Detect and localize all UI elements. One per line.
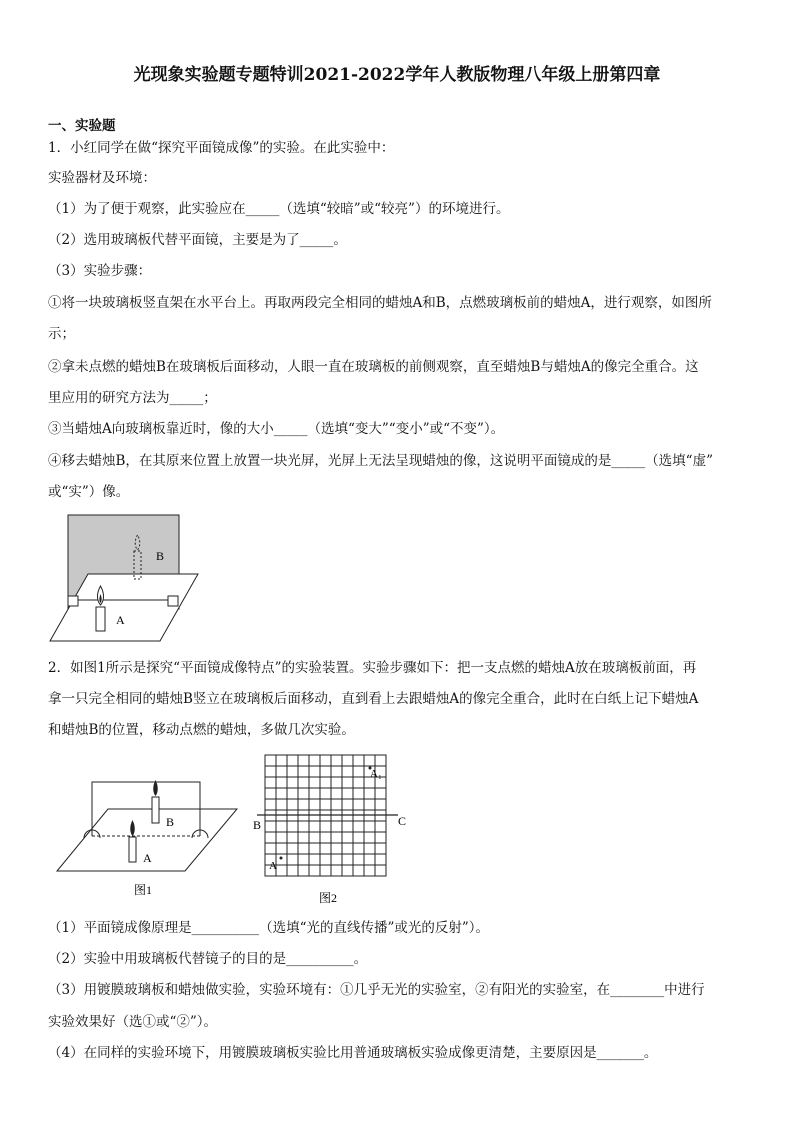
q1-sub1: （1）为了便于观察，此实验应在_____（选填“较暗”或“较亮”）的环境进行。 [48, 201, 510, 217]
q1-step1-line1: ①将一块玻璃板竖直架在水平台上。再取两段完全相同的蜡烛A和B，点燃玻璃板前的蜡烛A，进行观察，如图所 [48, 295, 712, 311]
candle-a [96, 607, 105, 631]
q2-figure-1 [52, 770, 242, 900]
fig1-caption: 图1 [134, 883, 153, 897]
q1-step4-line2: 或“实”）像。 [48, 484, 130, 500]
q2-sub2: （2）实验中用玻璃板代替镜子的目的是__________。 [48, 951, 368, 967]
q2-sub1: （1）平面镜成像原理是__________（选填“光的直线传播”或光的反射”）。 [48, 920, 490, 936]
q2-sub3-line1: （3）用镀膜玻璃板和蜡烛做实验，实验环境有：①几乎无光的实验室，②有阳光的实验室，在________中进行 [48, 982, 705, 998]
flame-a-icon [130, 820, 135, 836]
fig-label-b: B [156, 549, 165, 563]
candle-b [152, 797, 159, 823]
support-block-left [68, 596, 78, 606]
q1-figure [48, 510, 208, 646]
section-heading: 一、实验题 [48, 118, 116, 134]
fig1-label-b: B [166, 815, 175, 829]
fig-label-a: A [116, 613, 125, 627]
q2-intro-line1: 2．如图1所示是探究“平面镜成像特点”的实验装置。实验步骤如下：把一支点燃的蜡烛A放在玻璃板前面，再 [48, 660, 697, 676]
q1-step4-line1: ④移去蜡烛B，在其原来位置上放置一块光屏，光屏上无法呈现蜡烛的像，这说明平面镜成的是_____（选填“虚” [48, 453, 713, 469]
q1-step3: ③当蜡烛A向玻璃板靠近时，像的大小_____（选填“变大”“变小”或“不变”）。 [48, 421, 505, 437]
fig2-caption: 图2 [319, 891, 338, 905]
q1-intro: 1．小红同学在做“探究平面镜成像”的实验。在此实验中： [48, 140, 395, 156]
q1-materials: 实验器材及环境： [48, 170, 156, 186]
page-title: 光现象实验题专题特训2021-2022学年人教版物理八年级上册第四章 [133, 65, 661, 85]
point-a [280, 857, 283, 860]
q2-sub3-line2: 实验效果好（选①或“②”）。 [48, 1014, 218, 1030]
q2-figure-2 [248, 752, 413, 907]
candle-a [129, 837, 136, 862]
q1-sub3: （3）实验步骤： [48, 263, 152, 279]
fig2-label-b: B [253, 818, 262, 832]
q1-sub2: （2）选用玻璃板代替平面镜，主要是为了_____。 [48, 232, 347, 248]
q1-step2-line1: ②拿未点燃的蜡烛B在玻璃板后面移动，人眼一直在玻璃板的前侧观察，直至蜡烛B与蜡烛A的像完全重合。这 [48, 359, 699, 375]
q1-step2-line2: 里应用的研究方法为_____； [48, 390, 217, 406]
q2-intro-line2: 拿一只完全相同的蜡烛B竖立在玻璃板后面移动，直到看上去跟蜡烛A的像完全重合，此时在白纸上记下蜡烛A [48, 691, 699, 707]
fig1-label-a: A [143, 851, 152, 865]
fig2-label-a1: A₁ [370, 768, 382, 780]
fig2-label-a: A [269, 860, 277, 872]
q2-intro-line3: 和蜡烛B的位置，移动点燃的蜡烛，多做几次实验。 [48, 722, 355, 738]
q1-step1-line2: 示； [48, 326, 75, 342]
q2-sub4: （4）在同样的实验环境下，用镀膜玻璃板实验比用普通玻璃板实验成像更清楚，主要原因是_______。 [48, 1045, 658, 1061]
support-block-right [168, 596, 178, 606]
fig2-label-c: C [398, 814, 407, 828]
